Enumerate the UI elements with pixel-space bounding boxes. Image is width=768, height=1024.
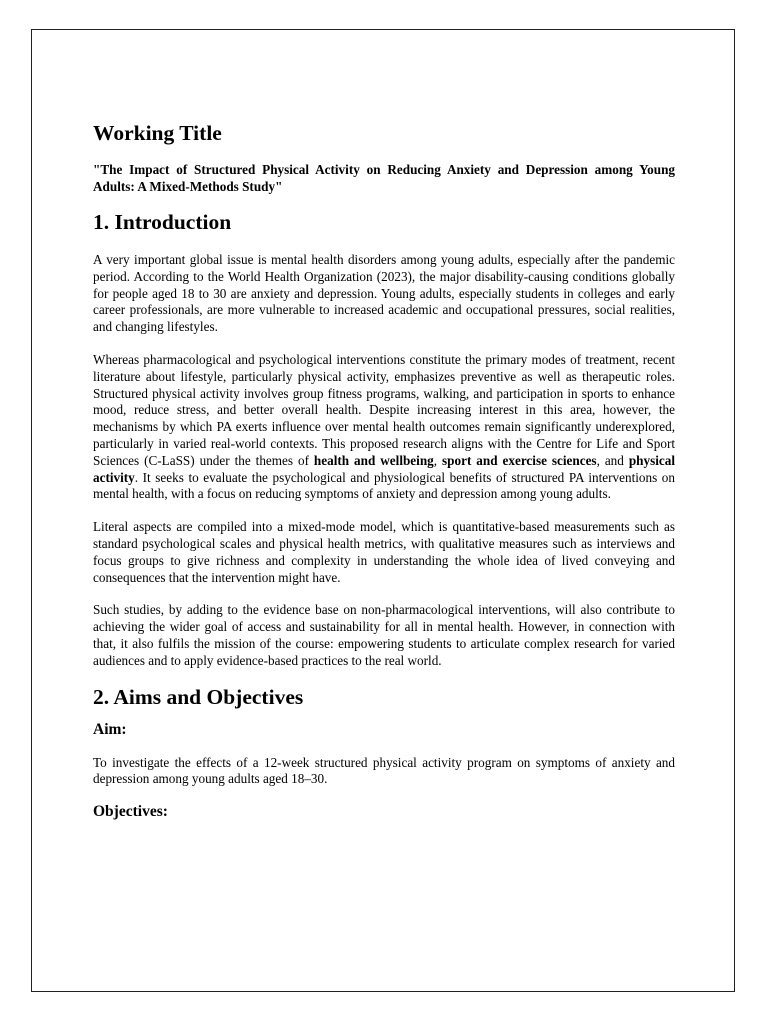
theme-sport-exercise: sport and exercise sciences [442,452,597,468]
aim-text: To investigate the effects of a 12-week structured physical activity program on symptoms of anxiety and depression among young adults aged 18–30. [93,754,675,787]
intro-p2-text-a: Whereas pharmacological and psychological interventions constitute the primary modes of treatment, recent literature about lifestyle, particularly physical activity, emphasizes preventive as well as therapeutic roles. Structured physical activity involves group fitness programs, walking, and participation in sports to enhance mood, reduce stress, and better overall health. Despite increasing interest in this area, however, the mechanisms by which PA exerts influence over mental health outcomes remain significantly underexplored, particularly in varied real-world contexts. This proposed research aligns with the Centre for Life and Sport Sciences (C-LaSS) under the themes of [93,351,675,468]
theme-health-wellbeing: health and wellbeing [313,452,434,468]
intro-p2-text-c: . It seeks to evaluate the psychological and physiological benefits of structured PA interventions on mental health, with a focus on reducing symptoms of anxiety and depression among young adults. [93,469,675,502]
document-content [93,120,675,822]
research-title: "The Impact of Structured Physical Activity on Reducing Anxiety and Depression among Young Adults: A Mixed-Methods Study" [93,162,675,194]
introduction-heading: 1. Introduction [93,210,232,234]
theme-physical-activity: physical activity [93,452,676,485]
intro-paragraph-2 [93,352,675,503]
intro-paragraph-1: A very important global issue is mental health disorders among young adults, especially after the pandemic period. According to the World Health Organization (2023), the major disability-causing conditions globally for people aged 18 to 30 are anxiety and depression. Young adults, especially students in colleges and early career professionals, are more vulnerable to increased academic and occupational pressures, social realities, and changing lifestyles. [93,252,675,335]
intro-p2-sep-1: , [433,452,443,468]
aim-label: Aim: [93,720,127,738]
aims-objectives-heading: 2. Aims and Objectives [93,684,304,709]
intro-paragraph-3: Literal aspects are compiled into a mixed-mode model, which is quantitative-based measurements such as standard psychological scales and physical health metrics, with qualitative measures such as interviews and focus groups to give richness and complexity in understanding the whole idea of lived conveying and consequences that the intervention might have. [93,519,675,585]
document-page [31,29,735,992]
intro-paragraph-4: Such studies, by adding to the evidence base on non-pharmacological interventions, will also contribute to achieving the wider goal of access and sustainability for all in mental health. However, in connection with that, it also fulfils the mission of the course: empowering students to articulate complex research for varied audiences and to apply evidence-based practices to the real world. [93,602,675,668]
objectives-label: Objectives: [93,803,168,821]
working-title-heading: Working Title [93,121,222,145]
intro-p2-sep-2: , and [596,452,629,468]
